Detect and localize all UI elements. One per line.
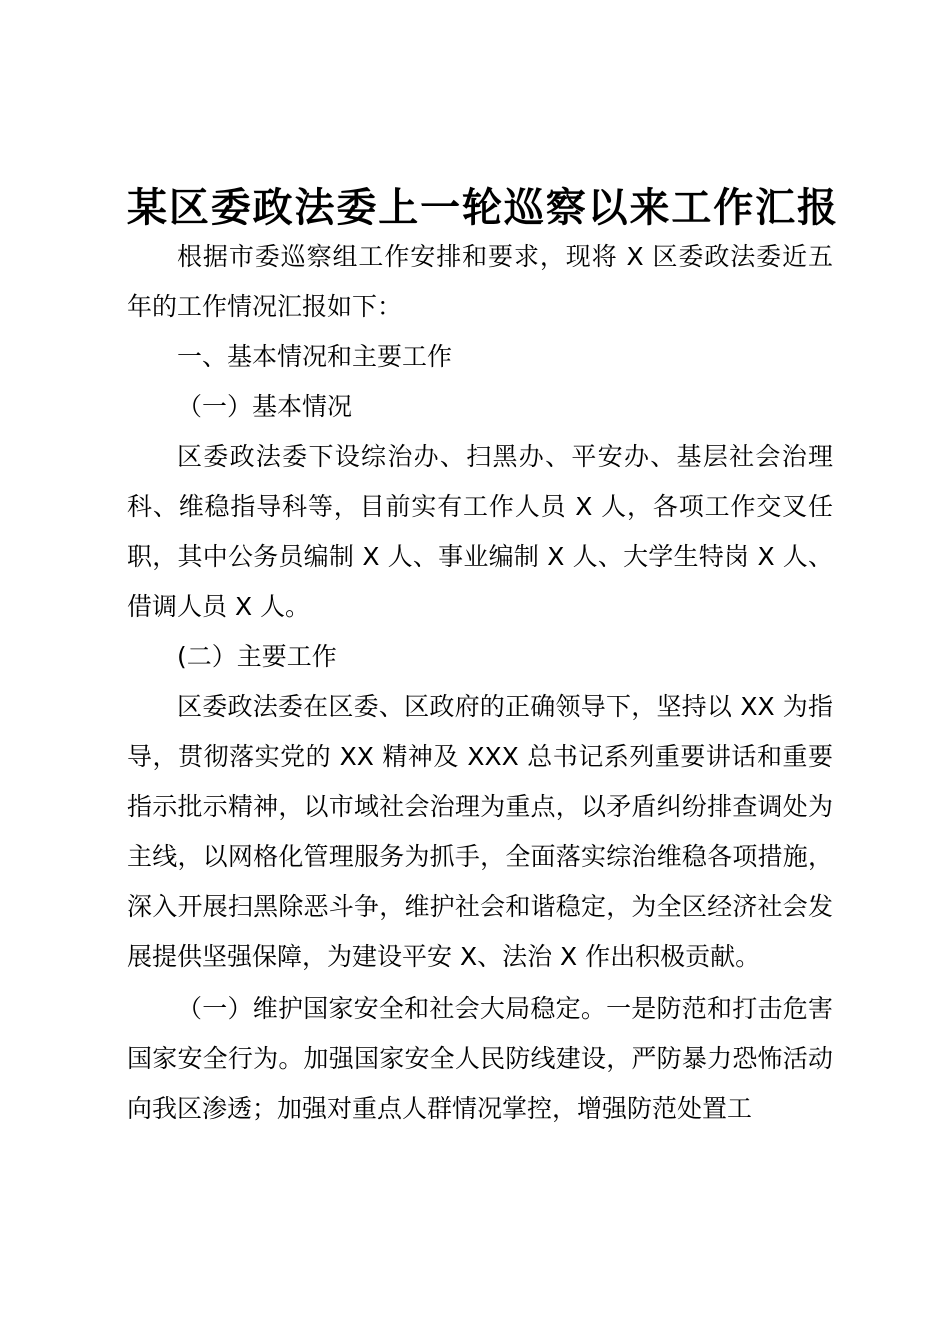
subsection-heading-basic-info: （一）基本情况 [177, 392, 353, 421]
basic-info-paragraph: 区委政法委下设综治办、扫黑办、平安办、基层社会治理科、维稳指导科等，目前实有工作人员 X 人，各项工作交叉任职，其中公务员编制 X 人、事业编制 X 人、大学生特岗 X 人、借调人员 X 人。 [127, 442, 833, 621]
main-work-paragraph: 区委政法委在区委、区政府的正确领导下，坚持以 XX 为指导，贯彻落实党的 XX 精神及 XXX 总书记系列重要讲话和重要指示批示精神，以市域社会治理为重点，以矛盾纠纷排查调处为主线，以网格化管理服务为抓手，全面落实综治维稳各项措施，深入开展扫黑除恶斗争，维护社会和谐稳定，为全区经济社会发展提供坚强保障，为建设平安 X、法治 X 作出积极贡献。 [127, 692, 833, 971]
intro-paragraph: 根据市委巡察组工作安排和要求，现将 X 区委政法委近五年的工作情况汇报如下： [127, 242, 833, 321]
subsection-heading-main-work: (二）主要工作 [177, 642, 337, 671]
section-heading-1: 一、基本情况和主要工作 [177, 342, 453, 371]
document-title: 某区委政法委上一轮巡察以来工作汇报 [127, 184, 837, 231]
national-security-paragraph: （一）维护国家安全和社会大局稳定。一是防范和打击危害国家安全行为。加强国家安全人民防线建设，严防暴力恐怖活动向我区渗透；加强对重点人群情况掌控，增强防范处置工 [127, 994, 833, 1123]
document-body [127, 232, 833, 1134]
